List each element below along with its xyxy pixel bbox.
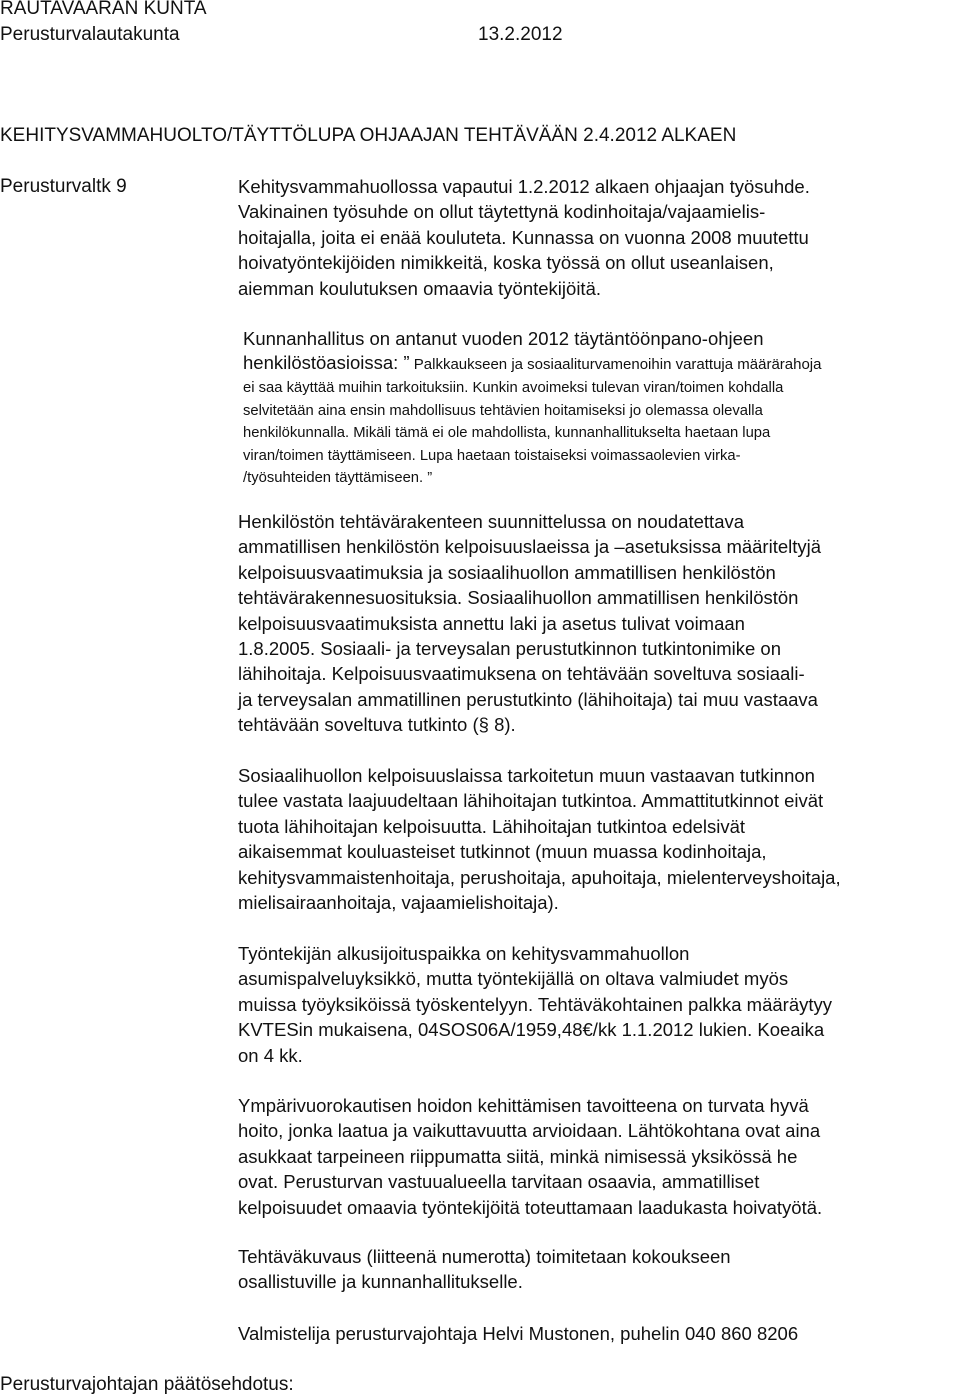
document-date: 13.2.2012 (478, 24, 563, 45)
qualification-paragraph (238, 509, 821, 738)
text-line: ovat. Perusturvan vastuualueella tarvitaan osaavia, ammatilliset (238, 1171, 760, 1193)
placement-paragraph (238, 941, 832, 1068)
care-goal-paragraph (238, 1093, 822, 1220)
text-line: asukkaat tarpeineen riippumatta siitä, minkä nimisessä yksikössä he (238, 1145, 798, 1167)
text-line: asumispalveluyksikkö, mutta työntekijällä on oltava valmiudet myös (238, 968, 789, 990)
page-title: KEHITYSVAMMAHUOLTO/TÄYTTÖLUPA OHJAAJAN TEHTÄVÄÄN 2.4.2012 ALKAEN (0, 125, 737, 146)
quote-line: henkilökunnalla. Mikäli tämä ei ole mahdollista, kunnanhallitukselta haetaan lupa (243, 425, 771, 442)
quote-line: ei saa käyttää muihin tarkoituksiin. Kunkin avoimeksi tulevan viran/toimen kohdalla (243, 380, 784, 396)
text-line: ammatillisen henkilöstön kelpoisuuslaeissa ja –asetuksissa määriteltyjä (238, 536, 822, 558)
section-number: Perusturvaltk 9 (0, 176, 127, 197)
text-line: kelpoisuusvaatimuksia ja sosiaalihuollon ammatillisen henkilöstön (238, 561, 776, 583)
text-line: Kehitysvammahuollossa vapautui 1.2.2012 alkaen ohjaajan työsuhde. (238, 176, 810, 197)
quote-text: Palkkaukseen ja sosiaaliturvamenoihin varattuja määrärahoja (409, 356, 822, 373)
text-line: Henkilöstön tehtävärakenteen suunnittelussa on noudatettava (238, 511, 745, 532)
intro-paragraph (238, 174, 810, 301)
job-description-paragraph (238, 1244, 731, 1295)
text-line: hoitajalla, joita ei enää kouluteta. Kunnassa on vuonna 2008 muutettu (238, 226, 809, 248)
text-line: Valmistelija perusturvajohtaja Helvi Mustonen, puhelin 040 860 8206 (238, 1323, 799, 1344)
board-name: Perusturvalautakunta (0, 24, 180, 45)
text-line: aiemman koulutuksen omaavia työntekijöitä. (238, 277, 601, 299)
text-line: kelpoisuudet omaavia työntekijöitä toteuttamaan laadukasta hoivatyötä. (238, 1196, 823, 1218)
text-line: Työntekijän alkusijoituspaikka on kehitysvammahuollon (238, 943, 690, 964)
text-line: on 4 kk. (238, 1044, 303, 1066)
text-line: 1.8.2005. Sosiaali- ja terveysalan perustutkinnon tutkintonimike on (238, 638, 781, 660)
preparer-line (238, 1321, 798, 1346)
text-line: hoivatyöntekijöiden nimikkeitä, koska työssä on ollut useanlaisen, (238, 252, 774, 274)
quoted-instruction (243, 327, 822, 490)
decision-proposal-label: Perusturvajohtajan päätösehdotus: (0, 1374, 294, 1395)
text-line: kelpoisuusvaatimuksista annettu laki ja asetus tulivat voimaan (238, 612, 745, 634)
text-line: tehtävään soveltuva tutkinto (§ 8). (238, 714, 516, 736)
text-line: mielisairaanhoitaja, vajaamielishoitaja). (238, 892, 559, 914)
text-line: Ympärivuorokautisen hoidon kehittämisen tavoitteena on turvata hyvä (238, 1095, 809, 1116)
text-line: hoito, jonka laatua ja vaikuttavuutta arvioidaan. Lähtökohtana ovat aina (238, 1120, 821, 1142)
quote-lead: henkilöstöasioissa: ” (243, 352, 410, 373)
quote-line: /työsuhteiden täyttämiseen. ” (243, 470, 433, 487)
text-line: ja terveysalan ammatillinen perustutkinto (lähihoitaja) tai muu vastaava (238, 688, 818, 710)
quote-line (243, 351, 822, 377)
quote-line: selvitetään aina ensin mahdollisuus tehtävien hoitamiseksi jo olemassa olevalla (243, 402, 763, 419)
text-line: osallistuville ja kunnanhallitukselle. (238, 1271, 523, 1293)
text-line: KVTESin mukaisena, 04SOS06A/1959,48€/kk 1.1.2012 lukien. Koeaika (238, 1019, 825, 1041)
text-line: kehitysvammaistenhoitaja, perushoitaja, apuhoitaja, mielenterveyshoitaja, (238, 866, 841, 888)
text-line: Sosiaalihuollon kelpoisuuslaissa tarkoitetun muun vastaavan tutkinnon (238, 765, 815, 786)
text-line: Vakinainen työsuhde on ollut täytettynä kodinhoitaja/vajaamielis- (238, 201, 766, 223)
text-line: lähihoitaja. Kelpoisuusvaatimuksena on tehtävään soveltuva sosiaali- (238, 663, 805, 685)
text-line: tehtävärakennesuosituksia. Sosiaalihuollon ammatillisen henkilöstön (238, 587, 799, 609)
org-name: RAUTAVAARAN KUNTA (0, 0, 207, 19)
text-line: tuota lähihoitajan kelpoisuutta. Lähihoitajan tutkintoa edelsivät (238, 815, 746, 837)
quote-line: Kunnanhallitus on antanut vuoden 2012 täytäntöönpano-ohjeen (243, 328, 764, 349)
quote-line: viran/toimen täyttämiseen. Lupa haetaan toistaiseksi voimassaolevien virka- (243, 447, 741, 464)
text-line: muissa työyksiköissä työskentelyyn. Tehtäväkohtainen palkka määräytyy (238, 993, 832, 1015)
text-line: tulee vastata laajuudeltaan lähihoitajan tutkintoa. Ammattitutkinnot eivät (238, 790, 824, 812)
equivalent-degree-paragraph (238, 763, 841, 915)
text-line: aikaisemmat kouluasteiset tutkinnot (muun muassa kodinhoitaja, (238, 841, 767, 863)
text-line: Tehtäväkuvaus (liitteenä numerotta) toimitetaan kokoukseen (238, 1246, 731, 1267)
